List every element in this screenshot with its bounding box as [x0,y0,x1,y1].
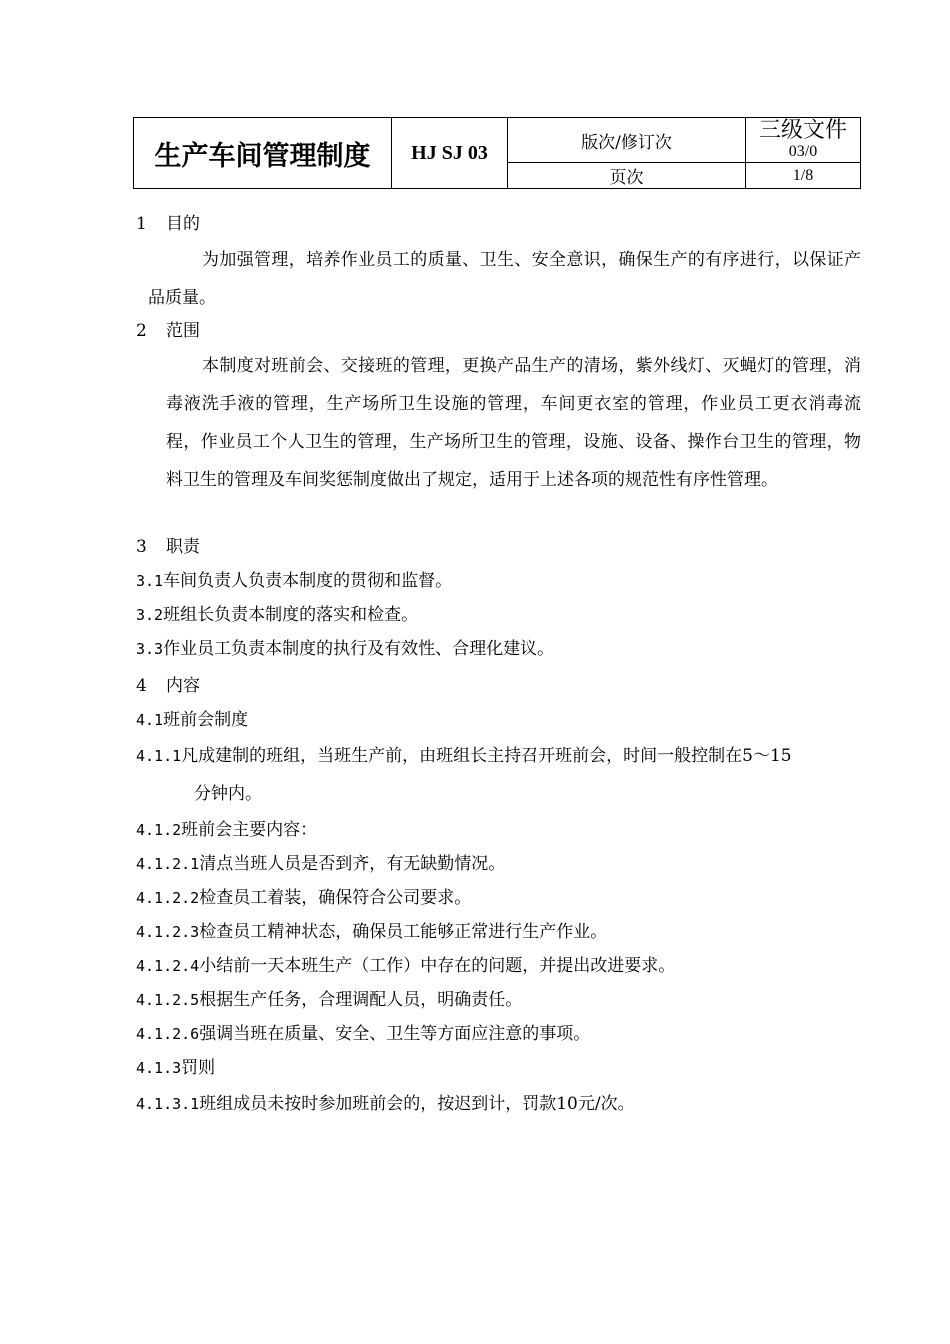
item-text: 根据生产任务，合理调配人员，明确责任。 [199,990,523,1010]
list-item [136,949,675,983]
item-text: 罚则 [181,1058,216,1078]
list-item [136,598,418,632]
document-level: 三级文件 [758,118,847,143]
paragraph-scope: 本制度对班前会、交接班的管理，更换产品生产的清场，紫外线灯、灭蝇灯的管理，消毒液洗手液的管理，生产场所卫生设施的管理，车间更衣室的管理，作业员工更衣消毒流程，作业员工个人卫生的管理，生产场所卫生的管理，设施、设备、操作台卫生的管理，物料卫生的管理及车间奖惩制度做出了规定，适用于上述各项的规范性有序性管理。 [166,356,861,490]
list-item [136,1087,635,1121]
item-number: 3.3 [136,640,164,658]
item-number: 3.2 [136,606,164,624]
list-item [136,813,317,847]
paragraph-purpose: 为加强管理，培养作业员工的质量、卫生、安全意识，确保生产的有序进行，以保证产品质量。 [148,250,861,308]
item-text: 车间负责人负责本制度的贯彻和监督。 [163,571,453,591]
list-item [136,1017,590,1051]
item-text: 强调当班在质量、安全、卫生等方面应注意的事项。 [199,1024,591,1044]
item-number: 4.1 [136,711,164,729]
item-number: 4.1.3.1 [136,1095,200,1113]
section-title: 职责 [166,537,200,557]
section-number: 4 [136,676,147,696]
item-text: 班前会制度 [163,710,249,730]
section-heading [136,669,200,703]
item-text: 作业员工负责本制度的执行及有效性、合理化建议。 [163,639,555,659]
item-number: 4.1.2.3 [136,923,200,941]
section-heading [136,530,200,564]
list-item [136,632,554,666]
list-item [136,847,505,881]
item-text: 班前会主要内容： [181,820,318,840]
section-title: 内容 [166,676,200,696]
list-item [136,983,522,1017]
document-title: 生产车间管理制度 [134,118,392,189]
revision-label: 版次/修订次 [508,118,746,163]
section-number: 1 [136,214,147,234]
list-item [136,739,792,773]
item-number: 4.1.2 [136,821,182,839]
section-number: 2 [136,321,147,341]
list-item [136,1051,215,1085]
section-heading [136,207,200,241]
item-text: 清点当班人员是否到齐，有无缺勤情况。 [199,854,506,874]
item-number: 4.1.3 [136,1059,182,1077]
section-title: 范围 [166,321,200,341]
item-text: 班组长负责本制度的落实和检查。 [163,605,419,625]
list-item [136,915,607,949]
item-number: 4.1.2.2 [136,889,200,907]
item-text: 检查员工着装，确保符合公司要求。 [199,888,472,908]
item-text: 小结前一天本班生产（工作）中存在的问题，并提出改进要求。 [199,956,676,976]
page-value: 1/8 [746,163,861,189]
list-item-continuation: 分钟内。 [194,784,262,804]
list-item [136,564,452,598]
item-number: 4.1.2.4 [136,957,200,975]
page-label: 页次 [508,163,746,189]
revision-value: 03/0 [788,143,818,160]
document-header-table [133,117,861,189]
section-heading [136,314,200,348]
document-code: HJ SJ 03 [392,118,508,189]
item-text: 检查员工精神状态，确保员工能够正常进行生产作业。 [199,922,608,942]
item-text: 班组成员未按时参加班前会的，按迟到计，罚款10元/次。 [199,1094,635,1114]
item-text: 凡成建制的班组，当班生产前，由班组长主持召开班前会，时间一般控制在5～15 [181,746,792,766]
item-number: 4.1.2.1 [136,855,200,873]
list-item [136,881,471,915]
subsection-heading [136,703,248,737]
section-number: 3 [136,537,147,557]
item-number: 4.1.2.5 [136,991,200,1009]
item-number: 3.1 [136,572,164,590]
item-number: 4.1.2.6 [136,1025,200,1043]
section-title: 目的 [166,214,200,234]
item-number: 4.1.1 [136,747,182,765]
level-revision-cell [746,118,861,163]
